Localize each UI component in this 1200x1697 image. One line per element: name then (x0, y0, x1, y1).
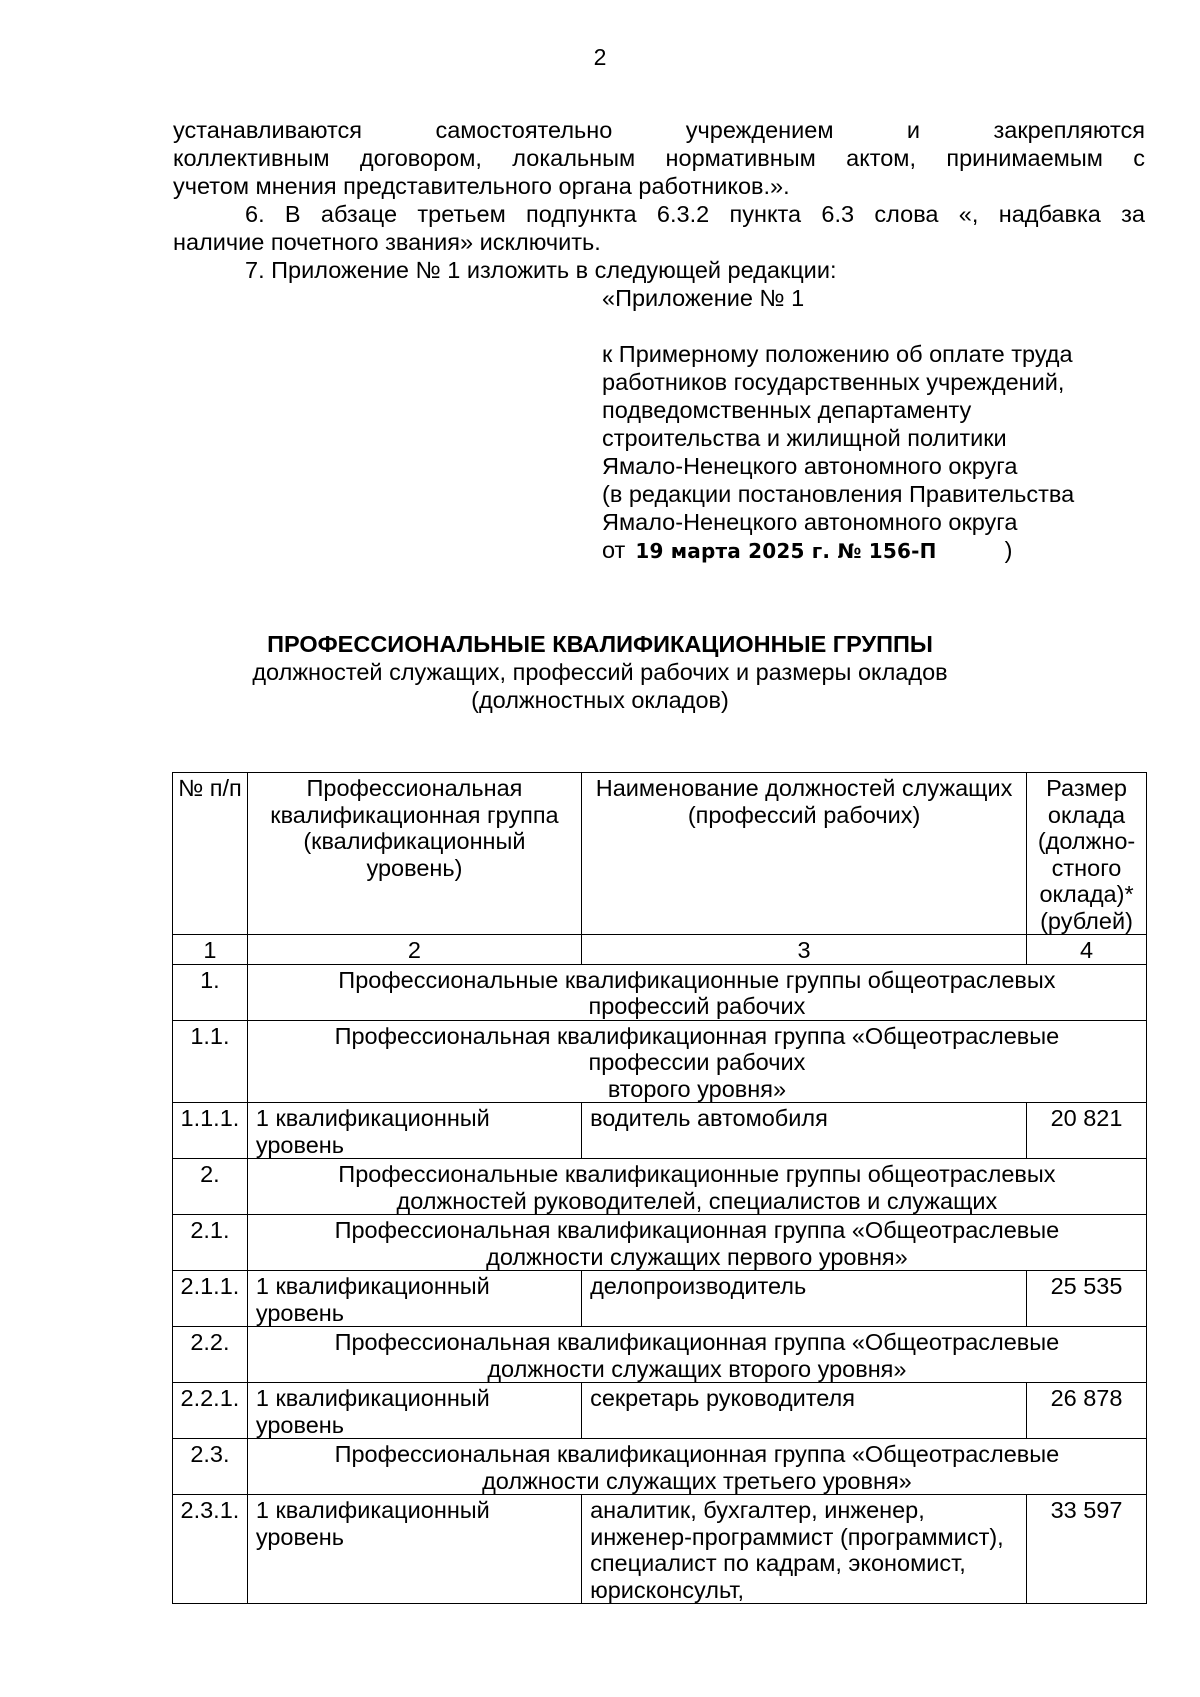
appendix-line: подведомственных департаменту (602, 397, 972, 423)
qualification-level: 1 квалификационный уровень (247, 1103, 581, 1159)
column-number: 1 (173, 935, 248, 965)
appendix-line: строительства и жилищной политики (602, 425, 1007, 451)
row-num: 2.1.1. (173, 1271, 248, 1327)
salary: 33 597 (1027, 1495, 1147, 1604)
group-heading: Профессиональная квалификационная группа «Общеотраслевые должности служащих третьего уровня» (247, 1439, 1146, 1495)
row-num: 2.2.1. (173, 1383, 248, 1439)
group-heading: Профессиональные квалификационные группы общеотраслевых профессий рабочих (247, 964, 1146, 1020)
table-row (173, 1020, 1147, 1103)
salary: 20 821 (1027, 1103, 1147, 1159)
table-row (173, 1439, 1147, 1495)
column-number-row (173, 935, 1147, 965)
salary: 25 535 (1027, 1271, 1147, 1327)
paragraph-line: учетом мнения представительного органа работников.». (173, 173, 790, 199)
paragraph-6: 6. В абзаце третьем подпункта 6.3.2 пункта 6.3 слова «, надбавка за (245, 201, 1145, 227)
row-num: 2.3.1. (173, 1495, 248, 1604)
page-number: 2 (593, 44, 607, 70)
row-num: 1.1.1. (173, 1103, 248, 1159)
table-row (173, 964, 1147, 1020)
title-subtitle: (должностных окладов) (471, 687, 729, 713)
table-row (173, 1103, 1147, 1159)
title-subtitle: должностей служащих, профессий рабочих и размеры окладов (252, 659, 948, 685)
appendix-line: к Примерному положению об оплате труда (602, 341, 1073, 367)
table-row (173, 1215, 1147, 1271)
table-row (173, 1159, 1147, 1215)
row-num: 2.3. (173, 1439, 248, 1495)
resolution-date-number: 19 марта 2025 г. № 156-П (635, 539, 937, 563)
row-num: 1.1. (173, 1020, 248, 1103)
salary-table (172, 772, 1147, 1604)
paragraph-7: 7. Приложение № 1 изложить в следующей редакции: (245, 257, 837, 283)
group-heading-text: второго уровня» (607, 1075, 787, 1102)
appendix-line: (в редакции постановления Правительства (602, 481, 1075, 507)
positions: делопроизводитель (582, 1271, 1027, 1327)
close-paren: ) (1004, 537, 1013, 563)
appendix-line: Ямало-Ненецкого автономного округа (602, 509, 1018, 535)
qualification-level: 1 квалификационный уровень (247, 1383, 581, 1439)
table-row (173, 1327, 1147, 1383)
row-num: 2.2. (173, 1327, 248, 1383)
group-heading: Профессиональная квалификационная группа «Общеотраслевые должности служащих второго уровня» (247, 1327, 1146, 1383)
row-num: 2.1. (173, 1215, 248, 1271)
document-title (0, 630, 1200, 714)
appendix-title: «Приложение № 1 (602, 285, 805, 311)
body-text (173, 116, 1145, 284)
column-number: 2 (247, 935, 581, 965)
column-number: 4 (1027, 935, 1147, 965)
group-heading: Профессиональная квалификационная группа «Общеотраслевые должности служащих первого уровня» (247, 1215, 1146, 1271)
header-num: № п/п (173, 773, 248, 935)
positions: аналитик, бухгалтер, инженер, инженер-программист (программист), специалист по кадрам, экономист, юрисконсульт, (582, 1495, 1027, 1604)
group-heading (247, 1020, 1146, 1103)
header-positions: Наименование должностей служащих (профессий рабочих) (582, 773, 1027, 935)
group-heading-text: Профессиональная квалификационная группа «Общеотраслевые профессии рабочих (334, 1022, 1060, 1075)
group-heading: Профессиональные квалификационные группы общеотраслевых должностей руководителей, специалистов и служащих (247, 1159, 1146, 1215)
header-group: Профессиональная квалификационная группа (квалификационный уровень) (247, 773, 581, 935)
resolution-date-line (602, 536, 1162, 565)
row-num: 2. (173, 1159, 248, 1215)
paragraph-line: наличие почетного звания» исключить. (173, 229, 601, 255)
table-row (173, 1495, 1147, 1604)
appendix-line: работников государственных учреждений, (602, 369, 1065, 395)
title-heading: ПРОФЕССИОНАЛЬНЫЕ КВАЛИФИКАЦИОННЫЕ ГРУППЫ (267, 631, 933, 657)
salary: 26 878 (1027, 1383, 1147, 1439)
qualification-level: 1 квалификационный уровень (247, 1271, 581, 1327)
table-row (173, 1383, 1147, 1439)
row-num: 1. (173, 964, 248, 1020)
appendix-line: Ямало-Ненецкого автономного округа (602, 453, 1018, 479)
table-header-row (173, 773, 1147, 935)
column-number: 3 (582, 935, 1027, 965)
table-row (173, 1271, 1147, 1327)
appendix-block (602, 284, 1162, 565)
positions: водитель автомобиля (582, 1103, 1027, 1159)
qualification-level: 1 квалификационный уровень (247, 1495, 581, 1604)
from-label: от (602, 537, 626, 563)
paragraph-line: устанавливаются самостоятельно учреждением и закрепляются (173, 117, 1145, 143)
header-salary: Размер оклада (должно-стного оклада)* (рублей) (1027, 773, 1147, 935)
paragraph-line: коллективным договором, локальным нормативным актом, принимаемым с (173, 145, 1145, 171)
positions: секретарь руководителя (582, 1383, 1027, 1439)
